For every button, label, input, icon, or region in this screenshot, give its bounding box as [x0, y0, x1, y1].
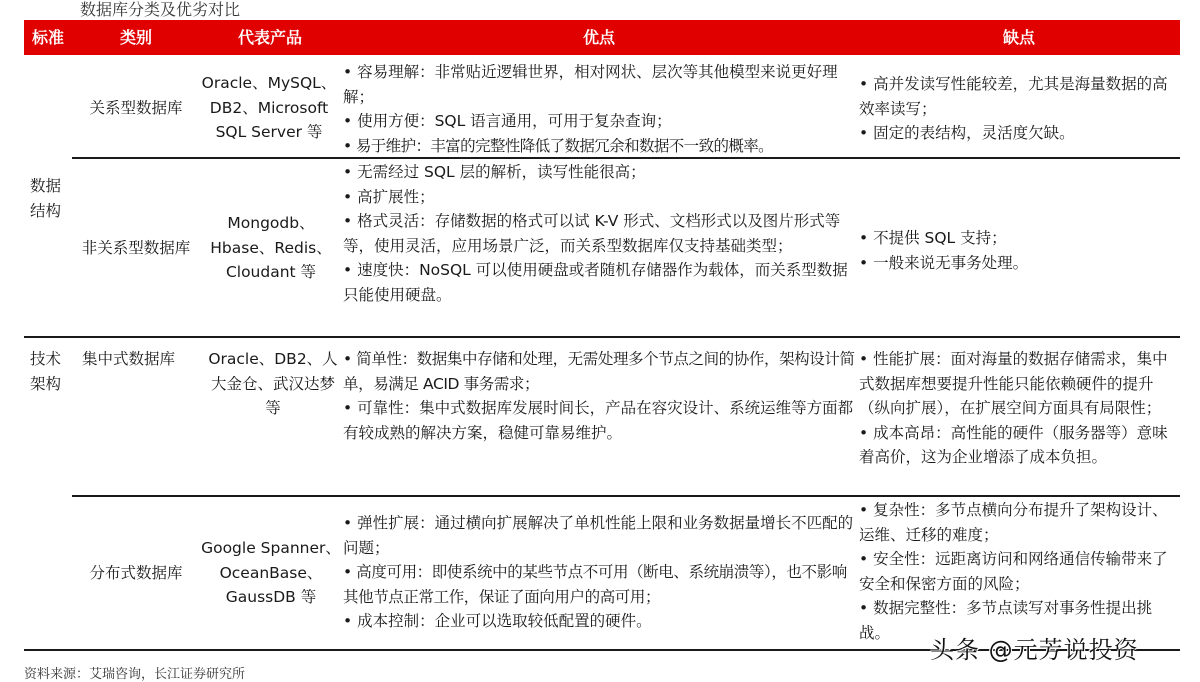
products-line: Cloudant 等: [225, 263, 317, 282]
products-line: Mongodb、: [227, 214, 315, 233]
products-line: Oracle、MySQL、: [201, 74, 337, 93]
row-pros: [343, 347, 859, 445]
products-line: Hbase、Redis、: [210, 238, 332, 257]
row-cons: [859, 72, 1181, 146]
row-cons: [859, 498, 1181, 645]
products-line: OceanBase、: [219, 563, 323, 582]
pro-item: • 高扩展性；: [343, 187, 435, 206]
products-line: SQL Server 等: [215, 123, 323, 142]
row-cons: [859, 226, 1181, 275]
header-pros: 优点: [582, 28, 615, 47]
header-products: 代表产品: [237, 28, 302, 47]
con-item: • 高并发读写性能较差，尤其是海量数据的高效率读写；: [859, 75, 1168, 118]
pro-item: • 成本控制：企业可以选取较低配置的硬件。: [343, 612, 652, 630]
pro-item: • 使用方便：SQL 语言通用，可用于复杂查询；: [343, 112, 672, 130]
con-item: • 复杂性：多节点横向分布提升了架构设计、运维、迁移的难度；: [859, 501, 1168, 544]
pro-item: • 无需经过 SQL 层的解析，读写性能很高；: [343, 163, 646, 181]
row-category: [72, 498, 200, 648]
group-data-structure: [30, 174, 70, 223]
row-pros: [343, 160, 859, 307]
con-item: • 固定的表结构，灵活度欠缺。: [859, 124, 1075, 142]
table-header: [24, 20, 1180, 55]
table-title: 数据库分类及优劣对比: [80, 0, 241, 19]
category-label: 集中式数据库: [82, 350, 176, 368]
group-divider: [24, 336, 1180, 338]
con-item: • 安全性：远距离访问和网络通信传输带来了安全和保密方面的风险；: [859, 550, 1168, 593]
pro-item: • 容易理解：非常贴近逻辑世界，相对网状、层次等其他模型来说更好理解；: [343, 63, 838, 106]
pro-item: • 速度快：NoSQL 可以使用硬盘或者随机存储器作为载体，而关系型数据只能使用硬盘。: [343, 261, 848, 304]
row-pros: [343, 511, 859, 634]
category-label: 关系型数据库: [89, 98, 183, 117]
products-line: DB2、Microsoft: [209, 98, 329, 117]
group-label-line: 架构: [30, 374, 62, 393]
header-category: 类别: [119, 28, 152, 47]
group-label-line: 结构: [30, 201, 62, 220]
row-category: [82, 347, 202, 372]
header-cons: 缺点: [1002, 28, 1035, 47]
source-note: 资料来源：艾瑞咨询，长江证券研究所: [24, 667, 246, 682]
pro-item: • 弹性扩展：通过横向扩展解决了单机性能上限和业务数据量增长不匹配的问题；: [343, 514, 854, 557]
pro-item: • 易于维护：丰富的完整性降低了数据冗余和数据不一致的概率。: [343, 136, 774, 155]
products-line: 大金仓、武汉达梦: [210, 374, 335, 393]
con-item: • 不提供 SQL 支持；: [859, 229, 1007, 247]
group-label-line: 数据: [30, 177, 62, 195]
products-line: 等: [265, 399, 281, 417]
category-label: 分布式数据库: [89, 563, 183, 582]
row-divider: [72, 495, 1180, 497]
products-line: GaussDB 等: [225, 588, 317, 607]
group-label-line: 技术: [30, 350, 62, 368]
row-products: [198, 347, 348, 421]
group-tech-architecture: [30, 347, 70, 396]
con-item: • 性能扩展：面对海量的数据存储需求，集中式数据库想要提升性能只能依赖硬件的提升（纵向扩展），在扩展空间方面具有局限性；: [859, 350, 1168, 417]
row-pros: [343, 60, 859, 158]
products-line: Oracle、DB2、人: [208, 350, 338, 368]
products-line: Google Spanner、: [201, 539, 341, 558]
pro-item: • 格式灵活：存储数据的格式可以试 K-V 形式、文档形式以及图片形式等等，使用灵活，应用场景广泛，而关系型数据库仅支持基础类型；: [343, 212, 841, 255]
row-category: [72, 160, 200, 336]
row-category: [72, 60, 200, 156]
header-standard: 标准: [31, 28, 64, 47]
row-divider: [72, 157, 1180, 159]
pro-item: • 简单性：数据集中存储和处理，无需处理多个节点之间的协作，架构设计简单，易满足 ACID 事务需求；: [343, 350, 855, 393]
row-cons: [859, 347, 1181, 470]
watermark: 头条 @元芳说投资: [930, 636, 1139, 664]
category-label: 非关系型数据库: [81, 238, 191, 257]
row-products: [196, 498, 346, 648]
row-products: [196, 60, 342, 156]
pro-item: • 可靠性：集中式数据库发展时间长，产品在容灾设计、系统运维等方面都有较成熟的解决方案，稳健可靠易维护。: [343, 399, 854, 442]
con-item: • 成本高昂：高性能的硬件（服务器等）意味着高价，这为企业增添了成本负担。: [859, 423, 1168, 466]
con-item: • 数据完整性：多节点读写对事务性提出挑战。: [859, 599, 1153, 642]
pro-item: • 高度可用：即使系统中的某些节点不可用（断电、系统崩溃等），也不影响其他节点正常工作，保证了面向用户的高可用；: [343, 563, 847, 606]
con-item: • 一般来说无事务处理。: [859, 253, 1029, 272]
row-products: [200, 160, 342, 336]
